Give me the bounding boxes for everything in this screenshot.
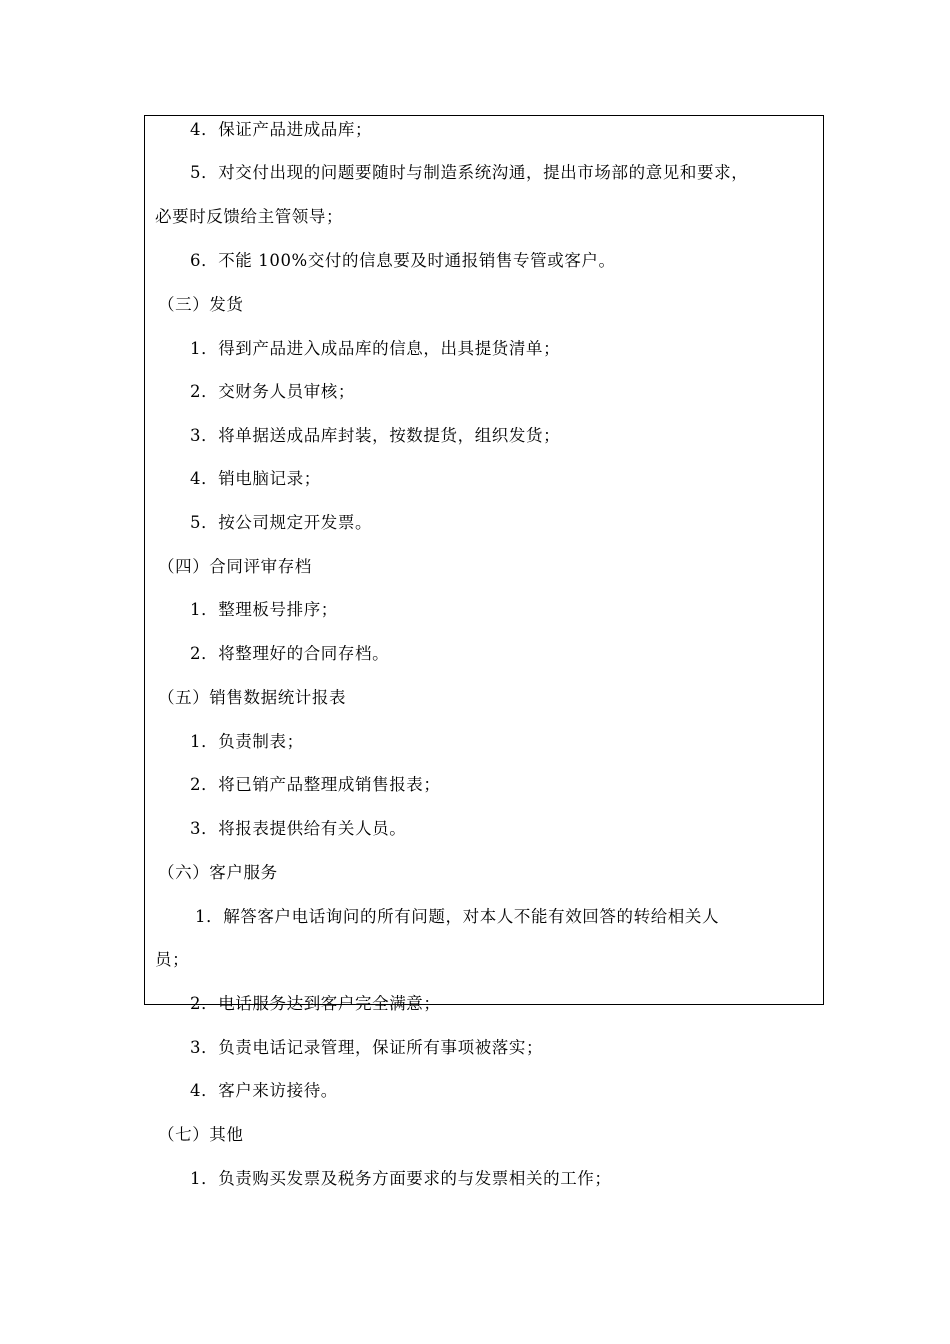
- list-item: 6．不能 100%交付的信息要及时通报销售专管或客户。: [190, 251, 616, 270]
- section-heading: （六）客户服务: [158, 863, 278, 882]
- list-item: 4．销电脑记录；: [190, 469, 321, 488]
- list-item: 2．电话服务达到客户完全满意；: [190, 994, 441, 1013]
- list-item: 1．得到产品进入成品库的信息，出具提货清单；: [190, 339, 561, 358]
- list-item: 2．将已销产品整理成销售报表；: [190, 775, 441, 794]
- list-item: 4．保证产品进成品库；: [190, 120, 373, 139]
- section-heading: （七）其他: [158, 1125, 244, 1144]
- list-item-continuation: 员；: [155, 950, 190, 969]
- list-item: 2．交财务人员审核；: [190, 382, 355, 401]
- list-item: 3．将报表提供给有关人员。: [190, 819, 407, 838]
- section-heading: （四）合同评审存档: [158, 557, 312, 576]
- list-item-continuation: 必要时反馈给主管领导；: [155, 207, 344, 226]
- list-item: 1．负责购买发票及税务方面要求的与发票相关的工作；: [190, 1169, 612, 1188]
- list-item: 3．将单据送成品库封装，按数提货，组织发货；: [190, 426, 561, 445]
- list-item: 5．按公司规定开发票。: [190, 513, 373, 532]
- list-item: 3．负责电话记录管理，保证所有事项被落实；: [190, 1038, 544, 1057]
- list-item: 4．客户来访接待。: [190, 1081, 338, 1100]
- list-item: 1．解答客户电话询问的所有问题，对本人不能有效回答的转给相关人: [195, 907, 720, 926]
- list-item: 1．负责制表；: [190, 732, 304, 751]
- list-item: 2．将整理好的合同存档。: [190, 644, 390, 663]
- section-heading: （五）销售数据统计报表: [158, 688, 347, 707]
- list-item: 5．对交付出现的问题要随时与制造系统沟通，提出市场部的意见和要求，: [190, 163, 749, 182]
- list-item: 1．整理板号排序；: [190, 600, 338, 619]
- section-heading: （三）发货: [158, 295, 244, 314]
